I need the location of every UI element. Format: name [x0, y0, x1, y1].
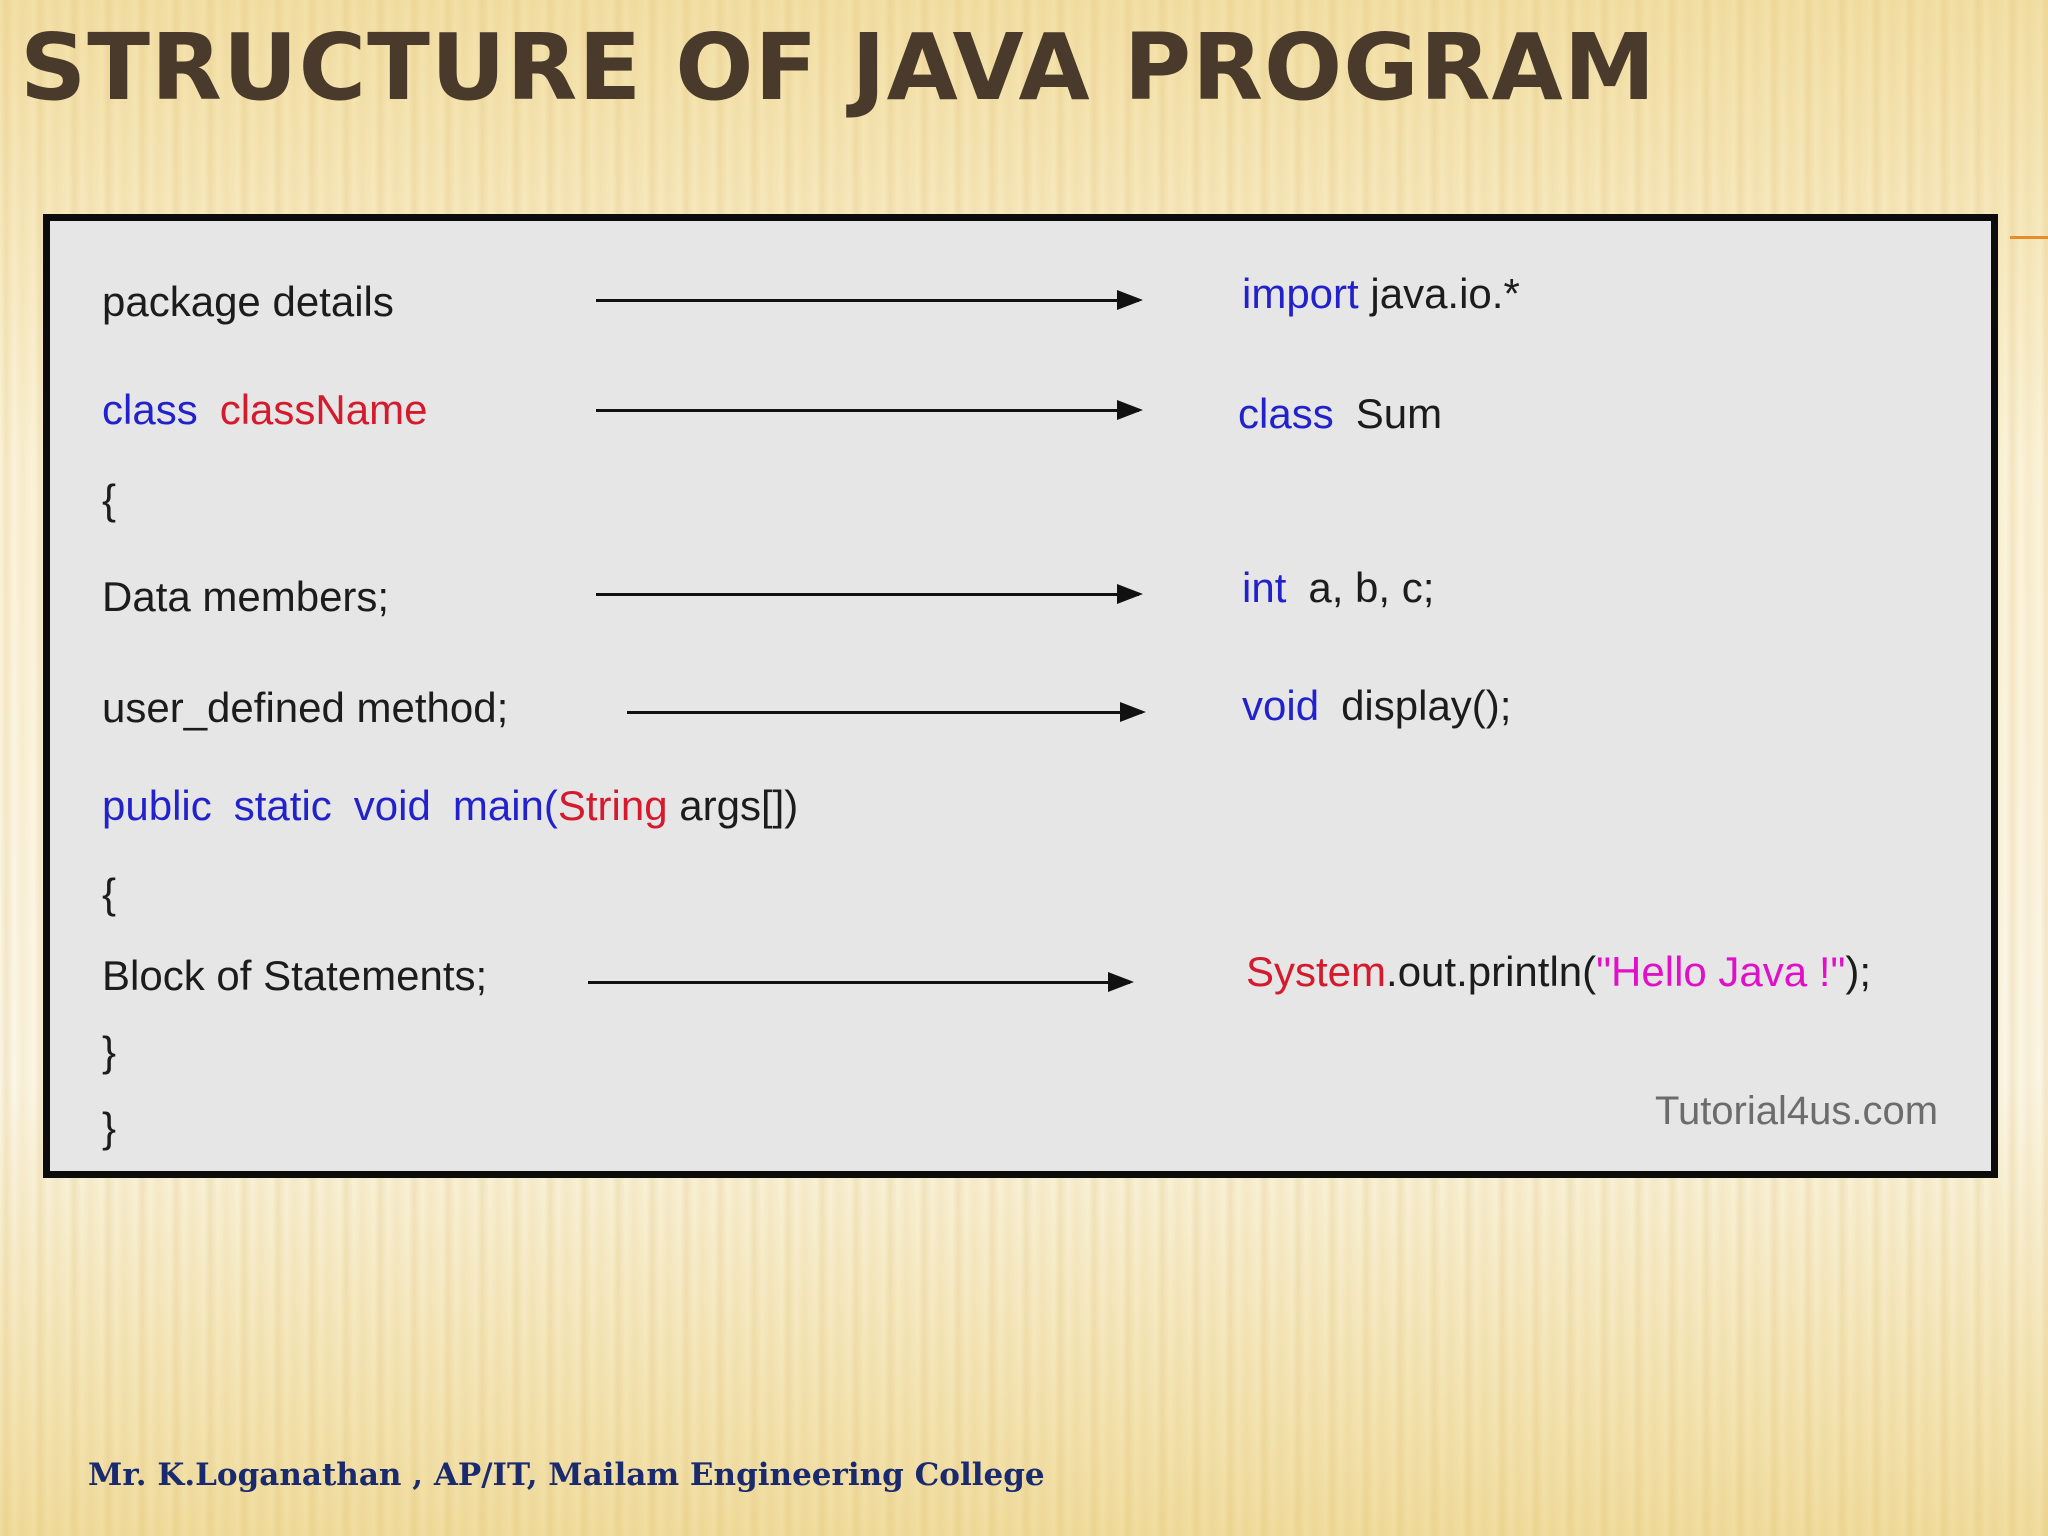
arrow-user-method: [627, 711, 1142, 714]
import-statement: [1242, 270, 1520, 317]
void-display-declaration: [1242, 682, 1512, 729]
class-classname-label: [102, 386, 428, 433]
arrow-block: [588, 981, 1130, 984]
class-sum-statement: [1238, 390, 1443, 437]
class-keyword: class: [102, 386, 198, 433]
slide-title: STRUCTURE OF JAVA PROGRAM: [20, 14, 1657, 121]
void-keyword: void: [353, 782, 431, 829]
user-defined-method-label: user_defined method;: [102, 684, 509, 731]
class-keyword-example: class: [1238, 390, 1334, 437]
system-class: System: [1246, 948, 1387, 995]
arrow-data-members: [596, 593, 1139, 596]
close-brace-main: }: [102, 1028, 117, 1075]
import-package: java.io.*: [1370, 270, 1520, 317]
close-brace-class: }: [102, 1104, 117, 1151]
arrow-package: [596, 299, 1139, 302]
args-param: args[]): [679, 782, 799, 829]
author-footer: Mr. K.Loganathan , AP/IT, Mailam Engineering College: [88, 1457, 1045, 1493]
open-brace-main: {: [102, 870, 117, 917]
statement-end: );: [1845, 948, 1872, 995]
static-keyword: static: [233, 782, 332, 829]
open-brace-class: {: [102, 476, 117, 523]
package-details-label: package details: [102, 278, 394, 325]
block-of-statements-label: Block of Statements;: [102, 952, 488, 999]
main-name: main(: [452, 782, 558, 829]
class-sum-name: Sum: [1355, 390, 1443, 437]
classname-text: className: [219, 386, 428, 433]
println-statement: [1246, 948, 1872, 995]
int-variables: a, b, c;: [1308, 564, 1435, 611]
arrow-class: [596, 409, 1139, 412]
void-keyword-example: void: [1242, 682, 1320, 729]
data-members-label: Data members;: [102, 573, 390, 620]
import-keyword: import: [1242, 270, 1359, 317]
int-declaration: [1242, 564, 1435, 611]
int-keyword: int: [1242, 564, 1287, 611]
display-method: display();: [1341, 682, 1512, 729]
hello-string: "Hello Java !": [1596, 948, 1846, 995]
java-structure-diagram: [43, 214, 1998, 1178]
println-call: .out.println(: [1386, 948, 1597, 995]
string-type: String: [557, 782, 668, 829]
public-keyword: public: [102, 782, 212, 829]
tutorial4us-watermark: Tutorial4us.com: [1655, 1089, 1939, 1133]
main-method-signature: [102, 782, 799, 829]
accent-line: [2010, 236, 2048, 239]
